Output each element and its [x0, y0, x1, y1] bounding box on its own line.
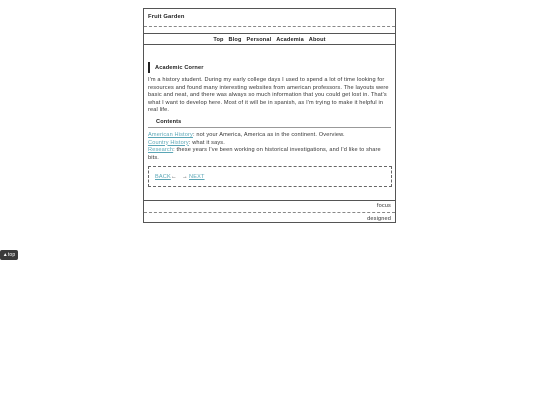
main-nav	[144, 37, 395, 43]
list-item-desc: : what it says.	[188, 139, 225, 146]
list-item	[148, 147, 392, 162]
footer-focus: focus	[376, 203, 391, 209]
intro-paragraph: I'm a history student. During my early college days I used to spend a lot of time looking for resources and found many interesting websites from american professors. The layouts were basic and neat, and there was always so much information that you could get lost in. That's what I want to develop here. Most of it will be in spanish, as I'm trying to make it helpful in real life.	[148, 77, 389, 114]
back-to-top-button[interactable]: ▲top	[0, 250, 18, 260]
site-title: Fruit Garden	[148, 14, 185, 20]
list-item	[148, 140, 392, 148]
list-item-desc: : not your America, America as in the continent. Overview.	[192, 132, 345, 138]
list-item-desc: : these years I've been working on historical investigations, and I'd like to share bits.	[148, 147, 381, 161]
footer-designed: designed	[367, 216, 391, 222]
country-history-link[interactable]: Country History	[148, 139, 189, 146]
nav-about[interactable]: About	[308, 37, 326, 43]
nav-blog[interactable]: Blog	[228, 37, 242, 43]
nav-academia[interactable]: Academia	[276, 37, 304, 43]
footer-divider	[144, 212, 395, 213]
contents-list	[148, 132, 392, 162]
back-link[interactable]: BACK	[155, 174, 171, 180]
nav-bottom-rule	[144, 44, 395, 45]
research-link[interactable]: Research	[148, 147, 174, 154]
contents-rule	[148, 127, 391, 128]
nav-personal[interactable]: Personal	[246, 37, 272, 43]
list-item	[148, 132, 392, 140]
pager-box	[148, 166, 392, 187]
american-history-link[interactable]: American History	[148, 132, 193, 138]
nav-top[interactable]: Top	[213, 37, 224, 43]
left-arrow-icon: ←	[171, 174, 177, 180]
header-divider	[144, 26, 395, 27]
heading-bar	[148, 62, 150, 73]
section-heading	[148, 62, 298, 73]
nav-top-rule	[144, 33, 395, 34]
next-link[interactable]: NEXT	[189, 174, 205, 180]
section-title: Academic Corner	[155, 64, 204, 71]
right-arrow-icon: →	[182, 174, 188, 180]
contents-title: Contents	[156, 119, 182, 125]
page-container	[143, 8, 396, 223]
footer-top-rule	[144, 200, 395, 201]
